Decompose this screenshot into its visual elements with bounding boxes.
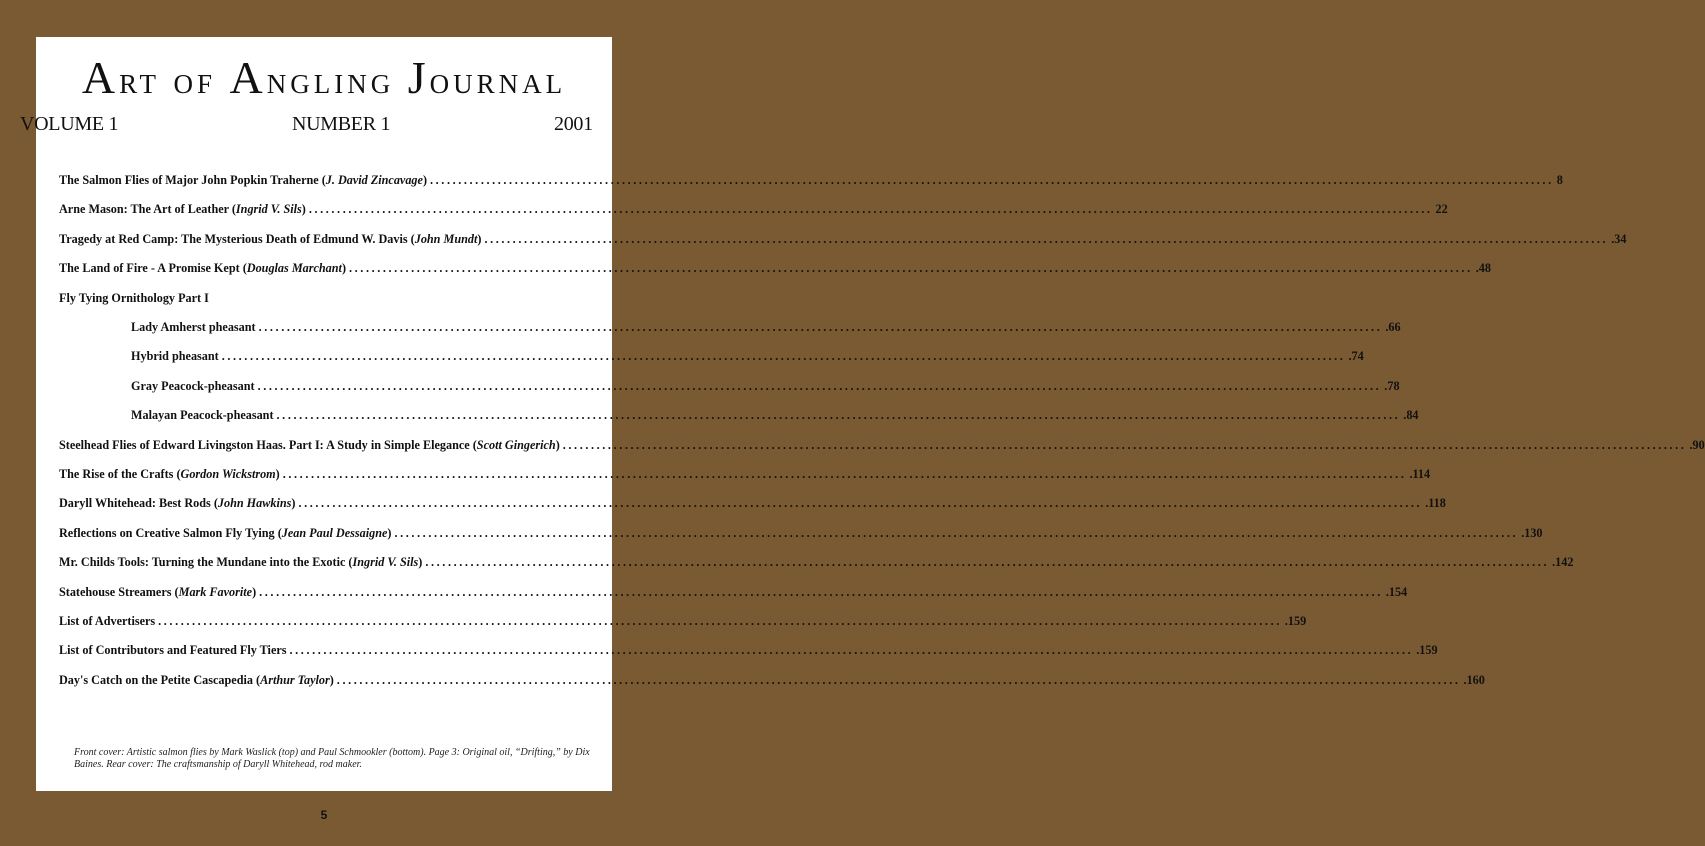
dot-leader: ....................................................................................................................................................................................................... xyxy=(289,643,1414,657)
toc-author: Ingrid V. Sils xyxy=(352,555,419,569)
journal-page xyxy=(20,37,1705,791)
page-number: 5 xyxy=(320,808,328,822)
toc-entry[interactable] xyxy=(131,376,1400,396)
toc-close-paren: ) xyxy=(341,261,346,275)
toc-entry[interactable] xyxy=(59,582,1408,602)
toc-entry-title xyxy=(59,258,346,278)
toc-author: John Hawkins xyxy=(217,496,292,510)
toc-title-text: Steelhead Flies of Edward Livingston Haas. Part I: A Study in Simple Elegance ( xyxy=(59,438,477,452)
toc-page-number: .48 xyxy=(1475,261,1491,275)
toc-author: Scott Gingerich xyxy=(476,438,556,452)
toc-page-number: .159 xyxy=(1284,614,1307,628)
toc-author: John Mundt xyxy=(414,232,478,246)
toc-close-paren: ) xyxy=(329,673,334,687)
toc-title-text: List of Contributors and Featured Fly Tiers xyxy=(59,643,287,657)
toc-author: Gordon Wickstrom xyxy=(180,467,276,481)
dot-leader: ....................................................................................................................................................................................................... xyxy=(257,379,1382,393)
year-label: 2001 xyxy=(554,113,593,135)
dot-leader: ....................................................................................................................................................................................................... xyxy=(425,555,1550,569)
toc-page-number: .74 xyxy=(1348,349,1364,363)
title-initial-a: A xyxy=(81,52,120,103)
toc-entry-title xyxy=(59,670,334,690)
volume-label: VOLUME 1 xyxy=(20,113,119,135)
dot-leader: ....................................................................................................................................................................................................... xyxy=(298,496,1423,510)
toc-page-number: .66 xyxy=(1385,320,1401,334)
toc-entry[interactable] xyxy=(59,611,1307,631)
toc-entry-title xyxy=(59,552,422,572)
toc-title-text: Daryll Whitehead: Best Rods ( xyxy=(59,496,218,510)
toc-entry-title xyxy=(59,229,481,249)
toc-entry[interactable] xyxy=(59,435,1705,455)
toc-close-paren: ) xyxy=(422,173,427,187)
toc-close-paren: ) xyxy=(291,496,296,510)
toc-page-number: .160 xyxy=(1463,673,1485,687)
toc-entry-title xyxy=(59,611,155,631)
toc-section-title: Fly Tying Ornithology Part I xyxy=(59,291,209,305)
toc-page-number: .34 xyxy=(1611,232,1627,246)
dot-leader: ....................................................................................................................................................................................................... xyxy=(221,349,1346,363)
toc-author: Jean Paul Dessaigne xyxy=(281,526,388,540)
title-part-journal: ournal xyxy=(429,60,567,102)
toc-entry[interactable] xyxy=(131,346,1364,366)
toc-page-number: .84 xyxy=(1403,408,1419,422)
toc-title-text: Lady Amherst pheasant xyxy=(131,320,256,334)
toc-entry-title xyxy=(59,170,427,190)
dot-leader: ....................................................................................................................................................................................................... xyxy=(308,202,1433,216)
toc-title-text: Malayan Peacock-pheasant xyxy=(131,408,274,422)
dot-leader: ....................................................................................................................................................................................................... xyxy=(276,408,1401,422)
toc-entry-title xyxy=(59,493,295,513)
title-initial-a2: A xyxy=(229,52,267,103)
dot-leader: ....................................................................................................................................................................................................... xyxy=(282,467,1407,481)
toc-entry[interactable] xyxy=(59,640,1438,660)
toc-title-text: Reflections on Creative Salmon Fly Tying ( xyxy=(59,526,282,540)
toc-entry-title xyxy=(131,346,219,366)
toc-entry[interactable] xyxy=(59,523,1543,543)
title-part-angling: ngling xyxy=(266,60,408,102)
toc-author: Douglas Marchant xyxy=(246,261,342,275)
title-initial-j: J xyxy=(407,52,430,103)
toc-close-paren: ) xyxy=(477,232,482,246)
toc-page-number: .142 xyxy=(1552,555,1574,569)
toc-author: Mark Favorite xyxy=(178,585,253,599)
toc-title-text: Hybrid pheasant xyxy=(131,349,219,363)
toc-entry-title xyxy=(59,523,391,543)
dot-leader: ....................................................................................................................................................................................................... xyxy=(349,261,1473,275)
cover-caption: Front cover: Artistic salmon flies by Mark Waslick (top) and Paul Schmookler (bottom). Page 3: Original oil, “Drifting,” by Dix Baines. Rear cover: The craftsmanship of Daryll Whitehead, rod maker. xyxy=(74,747,590,770)
journal-title xyxy=(36,51,612,104)
toc-entry-title xyxy=(131,317,256,337)
toc-title-text: Tragedy at Red Camp: The Mysterious Death of Edmund W. Davis ( xyxy=(59,232,415,246)
toc-close-paren: ) xyxy=(301,202,306,216)
toc-page-number: .114 xyxy=(1409,467,1431,481)
toc-entry-title xyxy=(59,582,256,602)
toc-page-number: .159 xyxy=(1416,643,1438,657)
toc-title-text: Gray Peacock-pheasant xyxy=(131,379,255,393)
toc-entry[interactable] xyxy=(131,317,1401,337)
toc-close-paren: ) xyxy=(275,467,280,481)
toc-title-text: Arne Mason: The Art of Leather ( xyxy=(59,202,236,216)
toc-entry-title xyxy=(59,464,280,484)
toc-entry-title xyxy=(59,435,560,455)
dot-leader: ....................................................................................................................................................................................................... xyxy=(158,614,1282,628)
toc-entry-title xyxy=(59,640,287,660)
toc-page-number: .154 xyxy=(1385,585,1408,599)
toc-entry-title xyxy=(131,405,274,425)
toc-page-number: .130 xyxy=(1521,526,1543,540)
toc-page-number: .118 xyxy=(1425,496,1446,510)
dot-leader: ....................................................................................................................................................................................................... xyxy=(394,526,1519,540)
title-part-art: rt of xyxy=(119,60,230,102)
number-label: NUMBER 1 xyxy=(292,113,391,135)
toc-entry-title xyxy=(59,199,306,219)
toc-page-number: .90 xyxy=(1689,438,1705,452)
toc-close-paren: ) xyxy=(387,526,392,540)
toc-close-paren: ) xyxy=(555,438,560,452)
toc-page-number: .78 xyxy=(1384,379,1400,393)
toc-author: Ingrid V. Sils xyxy=(235,202,302,216)
toc-title-text: List of Advertisers xyxy=(59,614,156,628)
dot-leader: ....................................................................................................................................................................................................... xyxy=(562,438,1687,452)
toc-entry[interactable] xyxy=(59,552,1574,572)
dot-leader: ....................................................................................................................................................................................................... xyxy=(259,585,1383,599)
toc-close-paren: ) xyxy=(252,585,257,599)
toc-author: J. David Zincavage xyxy=(325,173,423,187)
toc-title-text: The Rise of the Crafts ( xyxy=(59,467,181,481)
dot-leader: ....................................................................................................................................................................................................... xyxy=(484,232,1609,246)
toc-title-text: Mr. Childs Tools: Turning the Mundane into the Exotic ( xyxy=(59,555,353,569)
toc-title-text: Day's Catch on the Petite Cascapedia ( xyxy=(59,673,261,687)
toc-title-text: The Land of Fire - A Promise Kept ( xyxy=(59,261,247,275)
dot-leader: ....................................................................................................................................................................................................... xyxy=(430,173,1554,187)
dot-leader: ....................................................................................................................................................................................................... xyxy=(336,673,1461,687)
toc-entry[interactable] xyxy=(59,464,1431,484)
toc-entry[interactable] xyxy=(59,170,1563,190)
toc-author: Arthur Taylor xyxy=(260,673,330,687)
toc-entry[interactable] xyxy=(59,493,1446,513)
toc-title-text: The Salmon Flies of Major John Popkin Traherne ( xyxy=(59,173,326,187)
toc-entry-title xyxy=(131,376,255,396)
toc-entry[interactable] xyxy=(59,229,1627,249)
toc-entry[interactable] xyxy=(59,670,1485,690)
toc-page-number: 8 xyxy=(1556,173,1563,187)
toc-page-number: 22 xyxy=(1435,202,1448,216)
toc-entry[interactable] xyxy=(131,405,1419,425)
toc-title-text: Statehouse Streamers ( xyxy=(59,585,179,599)
toc-close-paren: ) xyxy=(418,555,423,569)
toc-entry[interactable] xyxy=(59,258,1491,278)
toc-entry[interactable] xyxy=(59,199,1448,219)
dot-leader: ....................................................................................................................................................................................................... xyxy=(258,320,1383,334)
